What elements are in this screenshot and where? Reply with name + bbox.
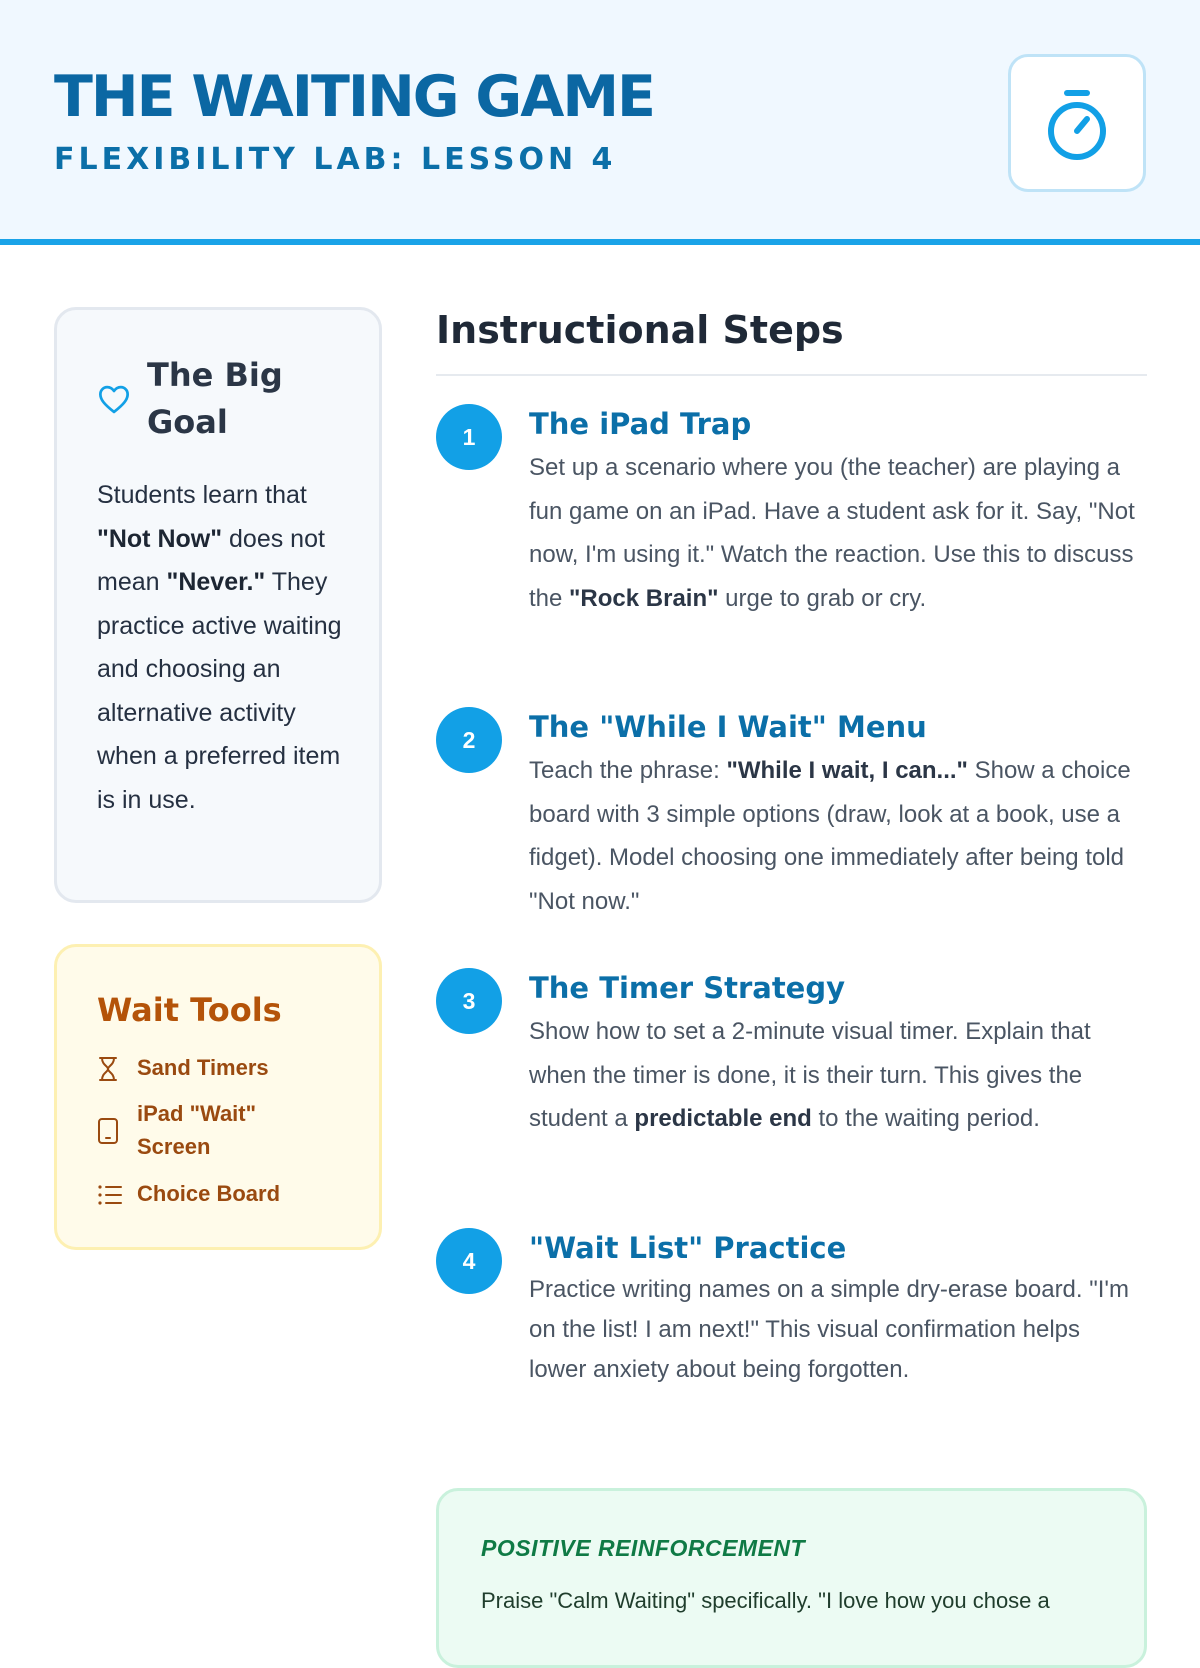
positive-reinforcement-card — [436, 1488, 1147, 1668]
step-item — [436, 404, 1148, 664]
step-title: The Timer Strategy — [529, 971, 846, 1005]
heart-icon — [97, 384, 131, 414]
stopwatch-icon — [1041, 87, 1113, 167]
step-description: Teach the phrase: "While I wait, I can..." Show a choice board with 3 simple options (draw, look at a book, use a fidget). Model choosing one immediately after being told "Not now." — [529, 757, 1131, 915]
divider — [436, 374, 1147, 376]
step-description: Set up a scenario where you (the teacher) are playing a fun game on an iPad. Have a student ask for it. Say, "Not now, I'm using it." Watch the reaction. Use this to discuss the "Rock Brain" urge to grab or cry. — [529, 454, 1135, 612]
step-number-badge: 1 — [436, 404, 502, 470]
step-title: The iPad Trap — [529, 407, 752, 441]
page-title: THE WAITING GAME — [54, 64, 654, 130]
step-item — [436, 968, 1148, 1188]
wait-tools-title: Wait Tools — [97, 991, 282, 1029]
tool-item-sand-timers — [97, 1051, 357, 1091]
big-goal-text: Students learn that "Not Now" does not mean "Never." They practice active waiting and choosing an alternative activity when a preferred item is in use. — [97, 481, 342, 814]
tool-label: Sand Timers — [137, 1055, 269, 1080]
reinforcement-text: Praise "Calm Waiting" specifically. "I love how you chose a — [481, 1588, 1050, 1613]
list-icon — [97, 1184, 123, 1206]
tablet-icon — [97, 1117, 119, 1145]
tool-item-ipad-wait-screen — [97, 1097, 357, 1169]
step-title: "Wait List" Practice — [529, 1231, 847, 1265]
reinforcement-title: POSITIVE REINFORCEMENT — [481, 1535, 806, 1561]
step-title: The "While I Wait" Menu — [529, 710, 927, 744]
step-item — [436, 707, 1148, 927]
big-goal-card — [54, 307, 382, 903]
step-number-badge: 3 — [436, 968, 502, 1034]
step-item — [436, 1228, 1148, 1438]
page-subtitle: FLEXIBILITY LAB: LESSON 4 — [54, 142, 617, 177]
steps-heading: Instructional Steps — [436, 308, 844, 352]
stopwatch-badge — [1008, 54, 1146, 192]
step-description: Practice writing names on a simple dry-erase board. "I'm on the list! I am next!" This visual confirmation helps lower anxiety about being forgotten. — [529, 1276, 1129, 1383]
step-number-badge: 4 — [436, 1228, 502, 1294]
page-header — [0, 0, 1200, 245]
tool-label: Choice Board — [137, 1181, 281, 1206]
big-goal-title: The Big Goal — [147, 356, 283, 441]
tool-label: iPad "Wait" Screen — [137, 1101, 257, 1159]
hourglass-icon — [97, 1056, 119, 1082]
tool-item-choice-board — [97, 1177, 357, 1217]
wait-tools-card — [54, 944, 382, 1250]
step-number-badge: 2 — [436, 707, 502, 773]
step-description: Show how to set a 2-minute visual timer. Explain that when the timer is done, it is their turn. This gives the student a predictable end to the waiting period. — [529, 1018, 1091, 1132]
